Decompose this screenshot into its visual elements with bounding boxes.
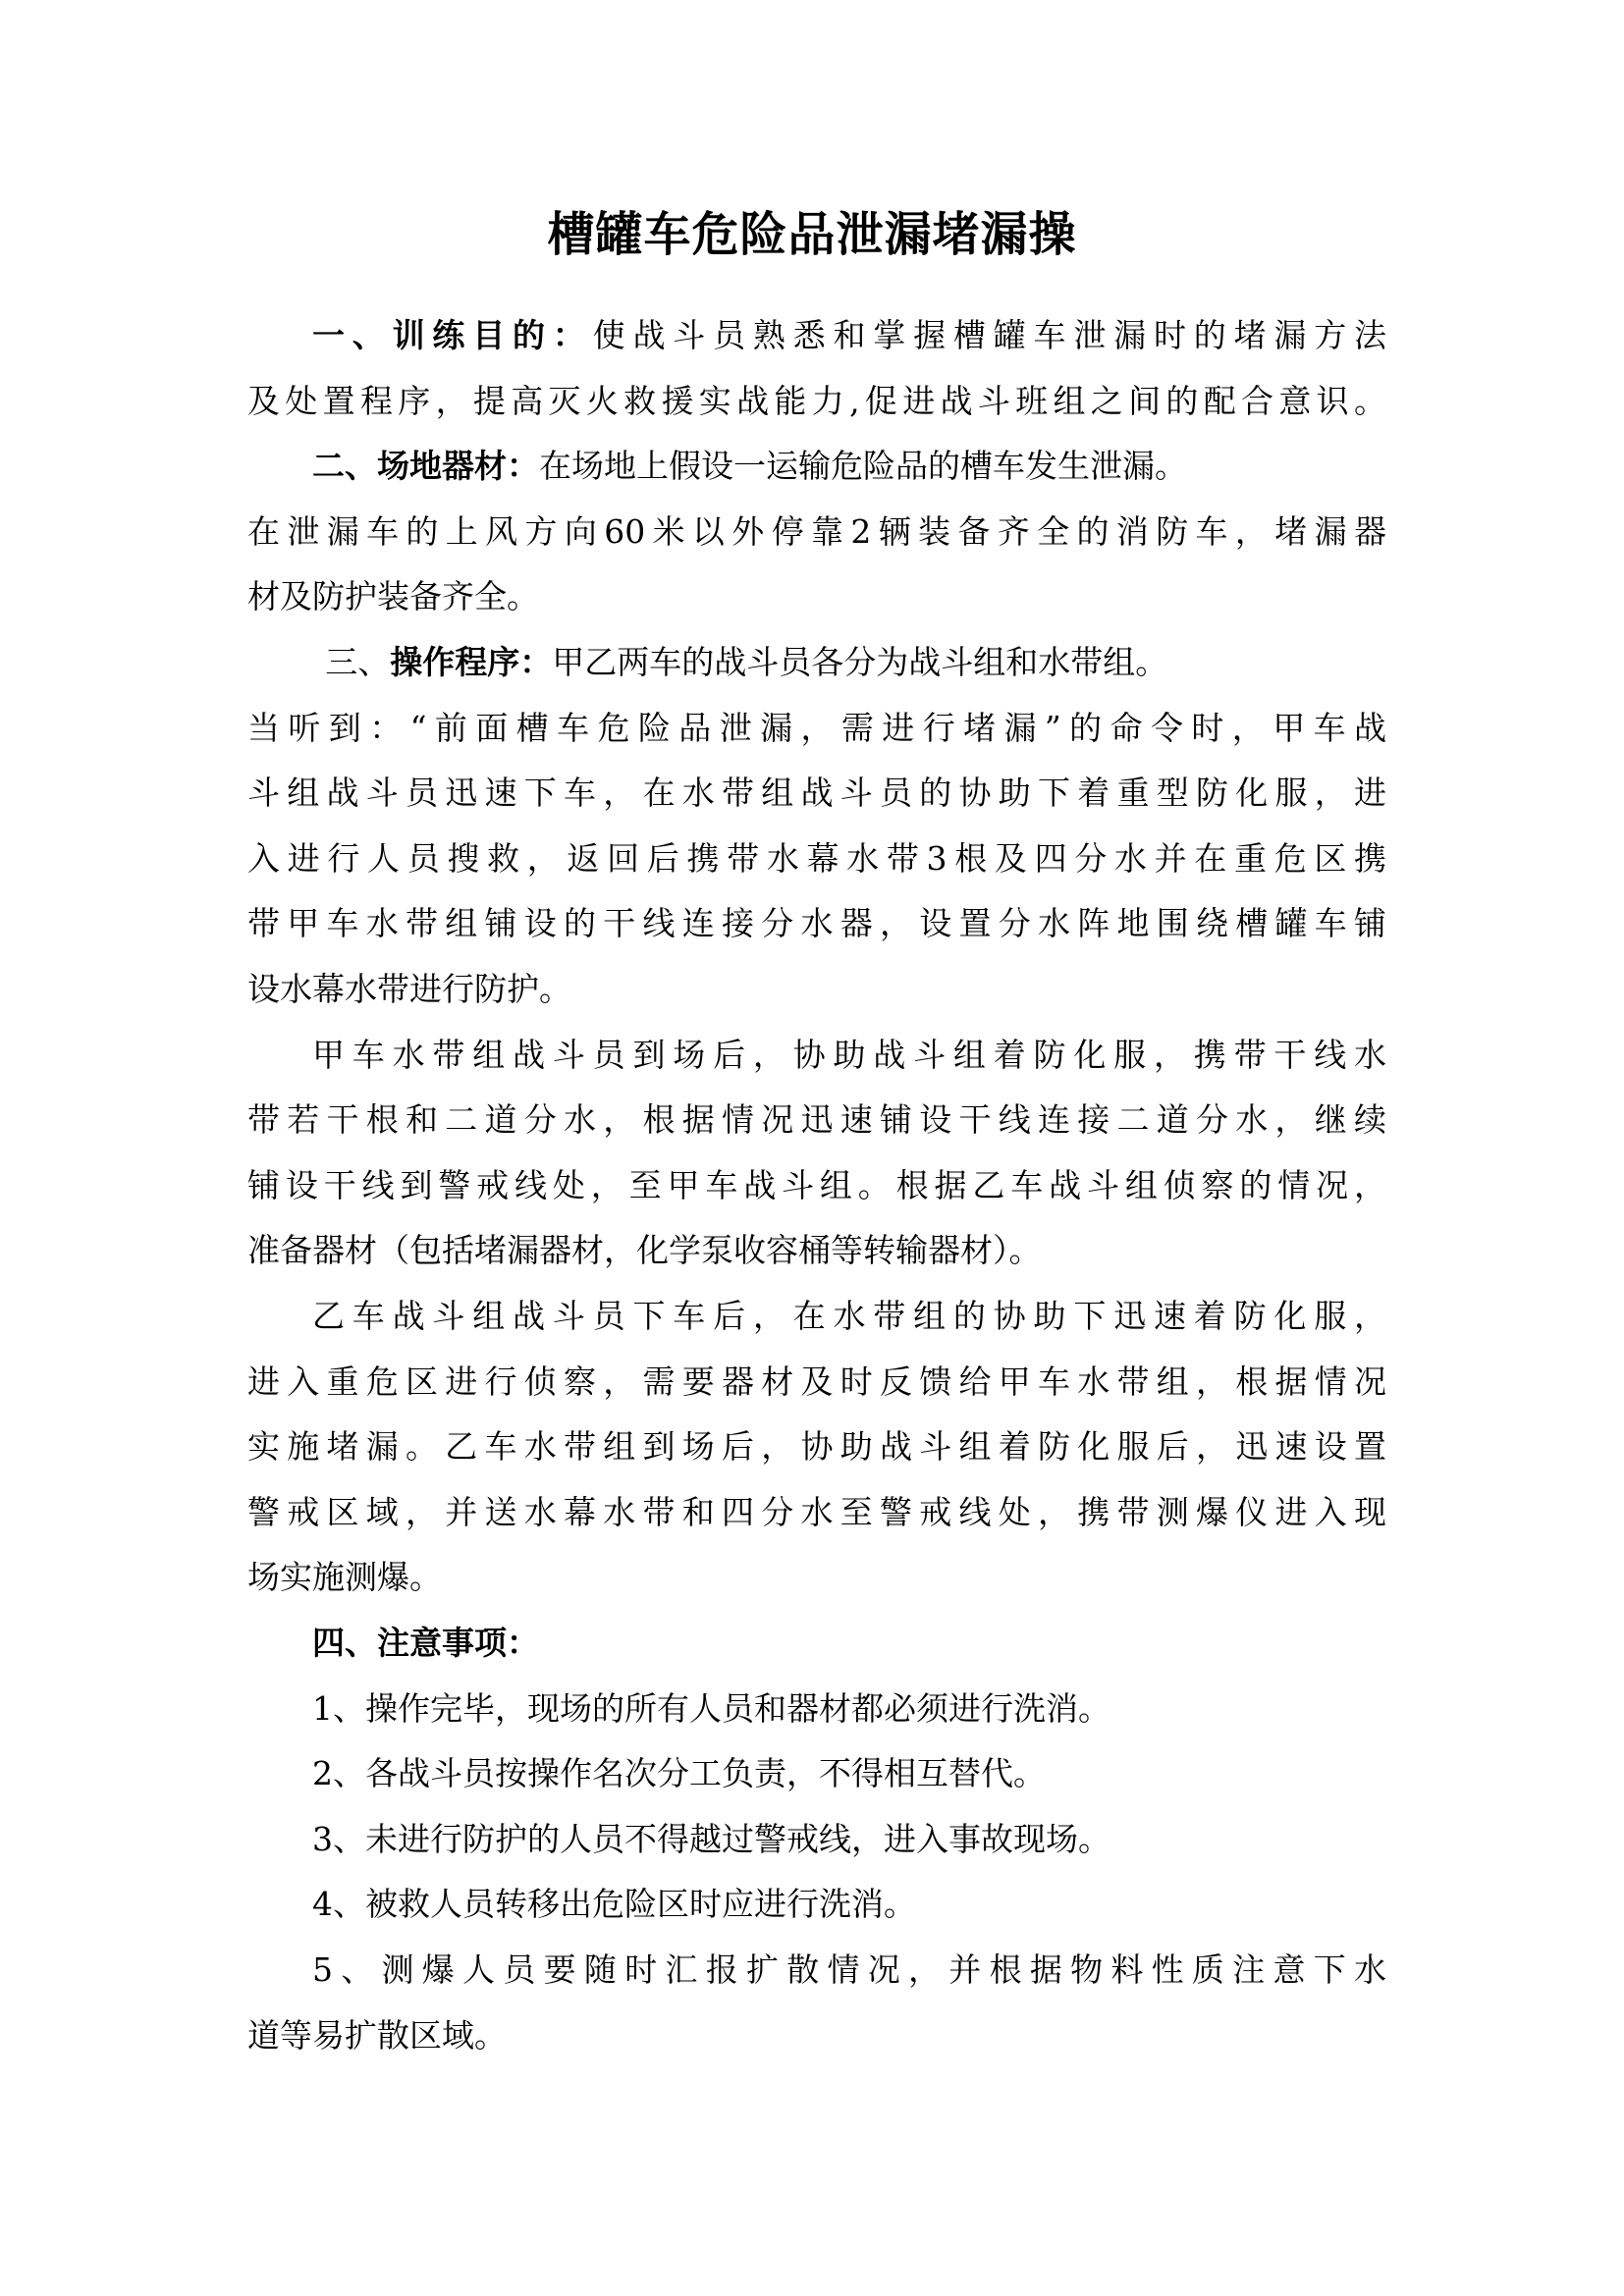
- section-heading: 二、场地器材：: [312, 447, 539, 486]
- text-line: [247, 1361, 1386, 1404]
- text-line: [312, 314, 1386, 357]
- text-line: [312, 1687, 1386, 1731]
- text-segment: 准备器材（包括堵漏器材，化学泵收容桶等转输器材）。: [247, 1231, 1042, 1270]
- text-segment: 使战斗员熟悉和掌握槽罐车泄漏时的堵漏方法: [592, 316, 1387, 354]
- text-line: [247, 707, 1386, 750]
- text-line: [247, 1425, 1386, 1468]
- text-line: [312, 1818, 1386, 1861]
- text-segment: 三、: [325, 643, 391, 681]
- text-line: [247, 1556, 1386, 1599]
- text-segment: 入进行人员搜救，返回后携带水幕水带3根及四分水并在重危区携: [247, 838, 1386, 878]
- text-line: [247, 1229, 1386, 1272]
- text-line: [247, 772, 1386, 815]
- text-segment: 1、操作完毕，现场的所有人员和器材都必须进行洗消。: [312, 1688, 1110, 1728]
- text-line: [325, 641, 1386, 684]
- text-line: [247, 1164, 1386, 1207]
- document-title: 槽罐车危险品泄漏堵漏操: [547, 207, 1077, 262]
- text-segment: 3、未进行防护的人员不得越过警戒线，进入事故现场。: [312, 1819, 1110, 1858]
- text-segment: 当听到：“前面槽车危险品泄漏，需进行堵漏”的命令时，甲车战: [247, 708, 1386, 747]
- text-line: [312, 1752, 1386, 1795]
- text-segment: 甲乙两车的战斗员各分为战斗组和水带组。: [552, 643, 1168, 681]
- text-segment: 斗组战斗员迅速下车，在水带组战斗员的协助下着重型防化服，进: [247, 774, 1386, 813]
- text-segment: 5、测爆人员要随时汇报扩散情况，并根据物料性质注意下水: [312, 1950, 1386, 1989]
- text-segment: 进入重危区进行侦察，需要器材及时反馈给甲车水带组，根据情况: [247, 1362, 1386, 1401]
- section-heading: 一、训练目的：: [312, 316, 593, 354]
- text-line: [312, 1034, 1386, 1077]
- text-line: [247, 2014, 1386, 2057]
- text-line: [247, 902, 1386, 945]
- text-segment: 带甲车水带组铺设的干线连接分水器，设置分水阵地围绕槽罐车铺: [247, 904, 1386, 943]
- text-line: [312, 1883, 1386, 1926]
- text-segment: 在场地上假设一运输危险品的槽车发生泄漏。: [539, 447, 1187, 486]
- section-heading: 操作程序：: [390, 643, 553, 681]
- text-line: [247, 837, 1386, 881]
- text-line: [312, 1949, 1386, 1992]
- text-line: [247, 575, 1386, 618]
- text-segment: 警戒区域，并送水幕水带和四分水至警戒线处，携带测爆仪进入现: [247, 1492, 1386, 1531]
- text-line: [247, 380, 1386, 423]
- text-segment: 乙车战斗组战斗员下车后，在水带组的协助下迅速着防化服，: [312, 1297, 1386, 1335]
- text-segment: 2、各战斗员按操作名次分工负责，不得相互替代。: [312, 1754, 1046, 1793]
- text-line: [247, 968, 1386, 1011]
- text-segment: 在泄漏车的上风方向60米以外停靠2辆装备齐全的消防车，堵漏器: [247, 511, 1386, 551]
- text-segment: 道等易扩散区域。: [247, 2015, 507, 2055]
- text-segment: 带若干根和二道分水，根据情况迅速铺设干线连接二道分水，继续: [247, 1100, 1386, 1140]
- text-segment: 甲车水带组战斗员到场后，协助战斗组着防化服，携带干线水: [312, 1035, 1386, 1074]
- text-segment: 铺设干线到警戒线处，至甲车战斗组。根据乙车战斗组侦察的情况，: [247, 1165, 1386, 1204]
- text-line: [312, 1622, 1386, 1665]
- text-line: [312, 1295, 1386, 1338]
- section-heading: 四、注意事项：: [312, 1624, 539, 1662]
- text-segment: 及处置程序，提高灭火救援实战能力,促进战斗班组之间的配合意识。: [247, 381, 1386, 420]
- text-line: [247, 510, 1386, 554]
- text-segment: 实施堵漏。乙车水带组到场后，协助战斗组着防化服后，迅速设置: [247, 1427, 1386, 1467]
- text-segment: 设水幕水带进行防护。: [247, 970, 571, 1008]
- text-segment: 场实施测爆。: [247, 1558, 442, 1597]
- text-line: [312, 445, 1386, 488]
- text-line: [247, 1098, 1386, 1142]
- text-line: [247, 1491, 1386, 1534]
- text-segment: 4、被救人员转移出危险区时应进行洗消。: [312, 1885, 916, 1924]
- text-segment: 材及防护装备齐全。: [247, 577, 539, 616]
